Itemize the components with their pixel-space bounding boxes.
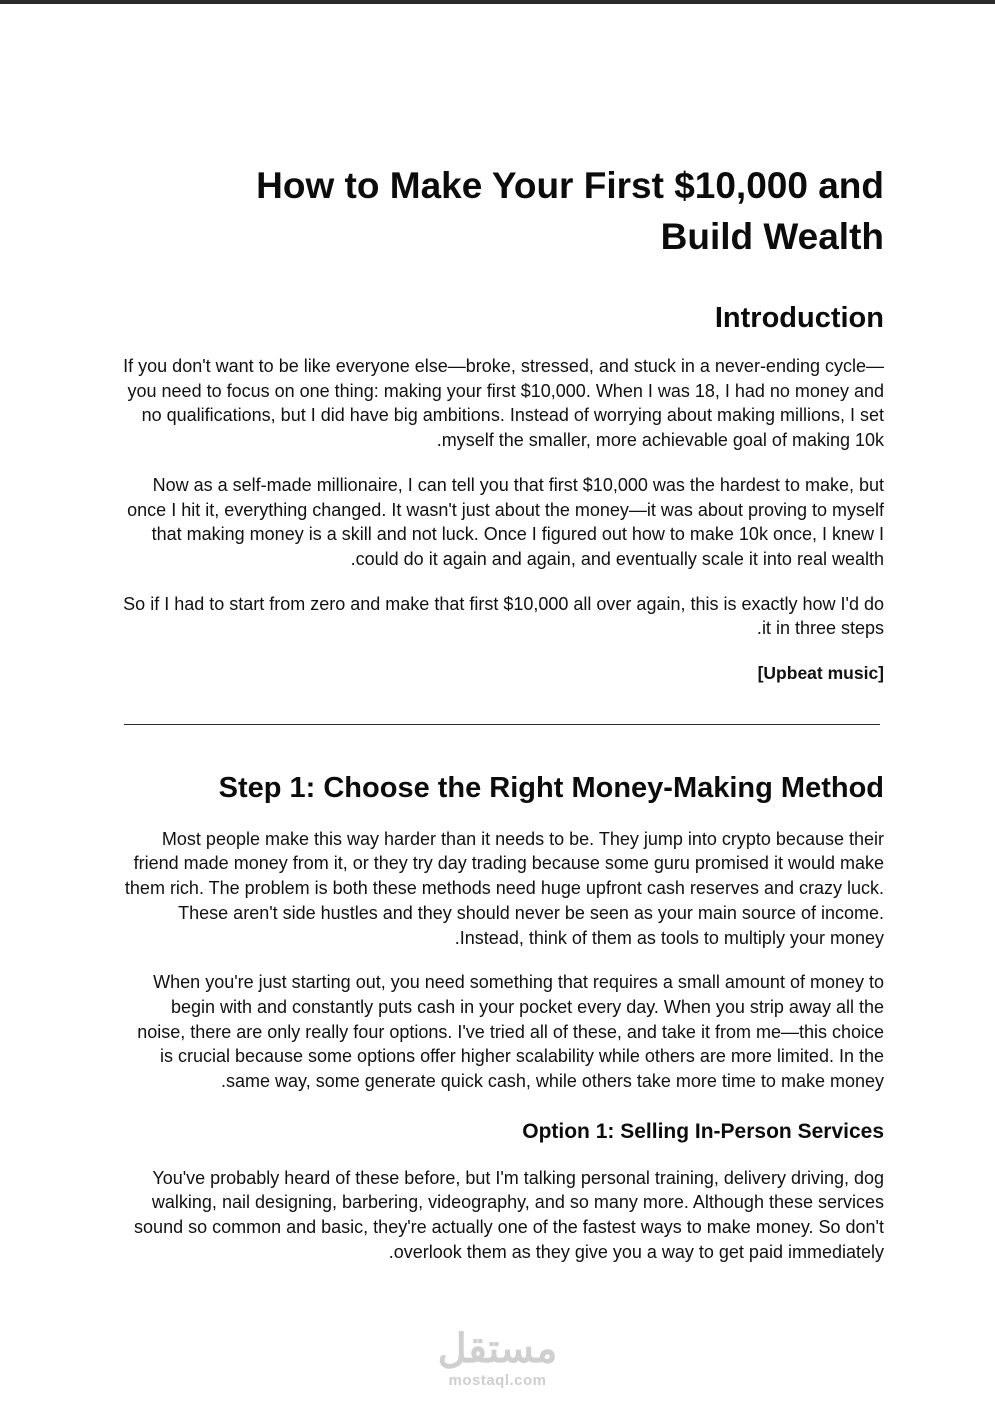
document-page [122, 160, 884, 1265]
step-1-heading: Step 1: Choose the Right Money-Making Method [218, 771, 884, 804]
intro-paragraph-2: Now as a self-made millionaire, I can tell you that first $10,000 was the hardest to make, but once I hit it, everything changed. It wasn't just about the money—it was about proving to myself that making money is a skill and not luck. Once I figured out how to make 10k once, I knew I could do it again and again, and eventually scale it into real wealth. [127, 474, 884, 569]
top-border [0, 0, 995, 4]
document-title [122, 160, 884, 262]
option-1-paragraph: You've probably heard of these before, but I'm talking personal training, delivery driving, dog walking, nail designing, barbering, videography, and so many more. Although these services sound so common and basic, they're actually one of the fastest ways to make money. So don't overlook them as they give you a way to get paid immediately. [134, 1167, 884, 1262]
step-1-paragraph-2: When you're just starting out, you need something that requires a small amount of money to begin with and constantly puts cash in your pocket every day. When you strip away all the noise, there are only really four options. I've tried all of these, and take it from me—this choice is crucial because some options offer higher scalability while others are more limited. In the same way, some generate quick cash, while others take more time to make money. [137, 972, 884, 1092]
watermark-url: mostaql.com [448, 1372, 547, 1389]
intro-paragraph-3: So if I had to start from zero and make that first $10,000 all over again, this is exactly how I'd do it in three steps. [123, 593, 884, 639]
introduction-heading: Introduction [714, 302, 884, 334]
section-divider [124, 724, 880, 725]
intro-paragraph-1: If you don't want to be like everyone else—broke, stressed, and stuck in a never-ending cycle—you need to focus on one thing: making your first $10,000. When I was 18, I had no money and no qualifications, but I did have big ambitions. Instead of worrying about making millions, I set myself the smaller, more achievable goal of making 10k. [123, 356, 884, 451]
music-cue: [Upbeat music] [757, 663, 884, 684]
mostaql-watermark [437, 1326, 558, 1390]
document-title-line-1: How to Make Your First $10,000 and [256, 165, 884, 206]
watermark-logo-text: مستقل [437, 1327, 558, 1371]
option-1-heading: Option 1: Selling In-Person Services [522, 1119, 884, 1143]
step-1-paragraph-1: Most people make this way harder than it needs to be. They jump into crypto because their friend made money from it, or they try day trading because some guru promised it would make them rich. The problem is both these methods need huge upfront cash reserves and crazy luck. These aren't side hustles and they should never be seen as your main source of income. Instead, think of them as tools to multiply your money. [124, 828, 884, 948]
document-title-line-2: Build Wealth [660, 216, 884, 257]
